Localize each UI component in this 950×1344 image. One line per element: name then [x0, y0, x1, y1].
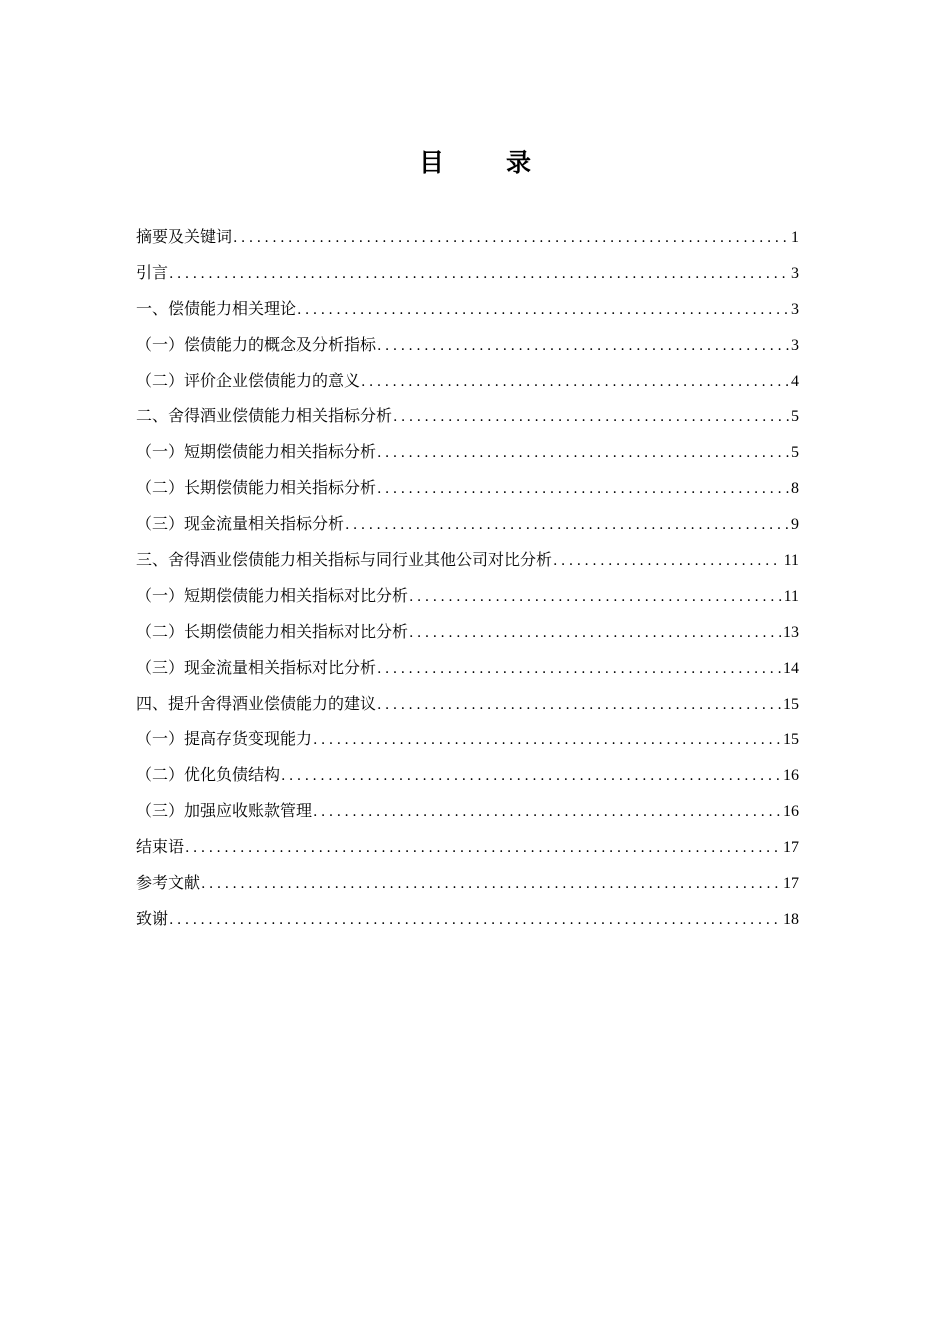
toc-entry[interactable]: [136, 865, 799, 901]
toc-leader-dots: [281, 759, 781, 795]
toc-entry-label: （三）加强应收账款管理: [136, 801, 313, 821]
toc-leader-dots: [313, 795, 781, 831]
toc-leader-dots: [233, 221, 789, 257]
toc-entry[interactable]: [136, 686, 799, 722]
toc-entry-label: 引言: [136, 262, 169, 282]
toc-leader-dots: [361, 365, 789, 401]
toc-leader-dots: [377, 688, 781, 724]
title-char-2: 录: [506, 148, 532, 177]
toc-entry-page-number: 14: [783, 659, 799, 677]
toc-entry-page-number: 3: [791, 300, 799, 318]
toc-entry-page-number: 3: [791, 336, 799, 354]
toc-entry-label: （二）评价企业偿债能力的意义: [136, 370, 361, 390]
toc-leader-dots: [201, 867, 781, 903]
toc-entry-label: 参考文献: [136, 873, 201, 893]
toc-entry-label: 一、偿债能力相关理论: [136, 298, 297, 318]
toc-leader-dots: [377, 329, 789, 365]
toc-leader-dots: [409, 580, 782, 616]
toc-entry[interactable]: [136, 757, 799, 793]
toc-entry-label: （一）短期偿债能力相关指标对比分析: [136, 585, 409, 605]
toc-leader-dots: [185, 831, 781, 867]
toc-entry-page-number: 9: [791, 516, 799, 534]
toc-entry-label: 致谢: [136, 908, 169, 928]
toc-entry-page-number: 18: [783, 910, 799, 928]
table-of-contents: [136, 219, 799, 937]
toc-entry-page-number: 15: [783, 695, 799, 713]
toc-entry-label: 摘要及关键词: [136, 227, 233, 246]
toc-entry[interactable]: [136, 901, 799, 937]
toc-leader-dots: [409, 616, 781, 652]
toc-entry[interactable]: [136, 829, 799, 865]
toc-entry-page-number: 1: [791, 229, 799, 246]
toc-entry-page-number: 3: [791, 264, 799, 282]
toc-leader-dots: [393, 400, 789, 436]
toc-leader-dots: [377, 436, 789, 472]
toc-entry-label: 结束语: [136, 837, 185, 857]
toc-entry[interactable]: [136, 470, 799, 506]
toc-leader-dots: [297, 293, 789, 329]
toc-entry[interactable]: [136, 721, 799, 757]
toc-entry[interactable]: [136, 219, 799, 255]
toc-entry-page-number: 11: [783, 552, 799, 570]
toc-entry[interactable]: [136, 291, 799, 327]
toc-entry-page-number: 8: [791, 480, 799, 498]
toc-leader-dots: [377, 472, 789, 508]
toc-entry[interactable]: [136, 327, 799, 363]
toc-entry-label: 四、提升舍得酒业偿债能力的建议: [136, 693, 377, 713]
toc-entry-page-number: 4: [791, 372, 799, 390]
toc-entry-label: （二）长期偿债能力相关指标对比分析: [136, 621, 409, 641]
toc-entry-label: 三、舍得酒业偿债能力相关指标与同行业其他公司对比分析: [136, 550, 553, 570]
toc-entry-page-number: 5: [791, 408, 799, 426]
toc-entry[interactable]: [136, 793, 799, 829]
toc-leader-dots: [553, 544, 782, 580]
toc-entry[interactable]: [136, 363, 799, 399]
toc-entry[interactable]: [136, 542, 799, 578]
title-char-1: 目: [418, 148, 444, 177]
toc-entry-page-number: 5: [791, 444, 799, 462]
toc-entry[interactable]: [136, 434, 799, 470]
toc-leader-dots: [345, 508, 789, 544]
toc-entry[interactable]: [136, 650, 799, 686]
toc-entry[interactable]: [136, 578, 799, 614]
toc-entry-page-number: 16: [783, 803, 799, 821]
toc-leader-dots: [377, 652, 781, 688]
toc-entry-page-number: 17: [783, 839, 799, 857]
toc-entry-label: 二、舍得酒业偿债能力相关指标分析: [136, 406, 393, 426]
toc-entry-label: （一）短期偿债能力相关指标分析: [136, 442, 377, 462]
toc-entry[interactable]: [136, 614, 799, 650]
toc-leader-dots: [169, 257, 789, 293]
toc-entry-label: （二）优化负债结构: [136, 765, 281, 785]
toc-entry[interactable]: [136, 255, 799, 291]
toc-entry[interactable]: [136, 398, 799, 434]
toc-entry-label: （二）长期偿债能力相关指标分析: [136, 478, 377, 498]
toc-leader-dots: [313, 723, 781, 759]
toc-entry[interactable]: [136, 506, 799, 542]
toc-entry-label: （三）现金流量相关指标分析: [136, 514, 345, 534]
toc-entry-label: （一）提高存货变现能力: [136, 729, 313, 749]
toc-entry-page-number: 13: [783, 623, 799, 641]
toc-leader-dots: [169, 903, 781, 939]
toc-entry-label: （三）现金流量相关指标对比分析: [136, 657, 377, 677]
toc-entry-page-number: 17: [783, 875, 799, 893]
toc-entry-page-number: 11: [783, 587, 799, 605]
toc-entry-page-number: 16: [783, 767, 799, 785]
page-title: [0, 143, 950, 183]
toc-entry-label: （一）偿债能力的概念及分析指标: [136, 334, 377, 354]
toc-entry-page-number: 15: [783, 731, 799, 749]
